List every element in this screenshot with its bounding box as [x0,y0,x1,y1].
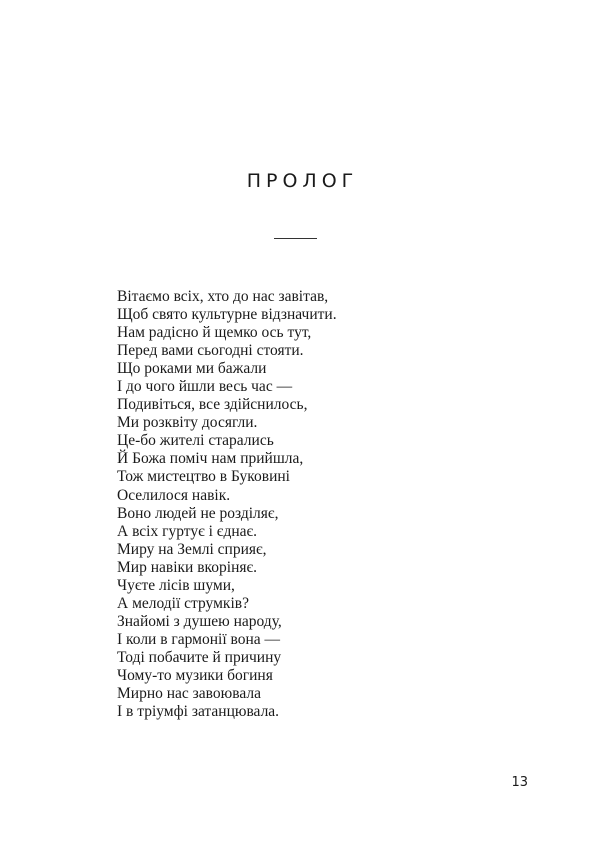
poem-line: Знайомі з душею народу, [117,612,282,630]
poem-text [117,288,537,721]
poem-line: Воно людей не розділяє, [117,504,279,522]
chapter-title: ПРОЛОГ [246,170,359,192]
poem-line: Ми розквіту досягли. [117,414,258,432]
title-divider [274,238,317,239]
poem-line: Й Божа поміч нам прийшла, [117,450,304,468]
page-number: 13 [511,775,528,790]
poem-line: І до чого йшли весь час — [117,378,293,396]
poem-line: Чуєте лісів шуми, [117,576,235,594]
poem-line: Вітаємо всіх, хто до нас завітав, [117,288,329,305]
poem-line: Тож мистецтво в Буковині [117,468,290,486]
poem-line: Нам радісно й щемко ось тут, [117,324,312,342]
poem-line: Перед вами сьогодні стояти. [117,342,304,360]
poem-line: І в тріумфі затанцювала. [117,703,280,721]
poem-line: А всіх гуртує і єднає. [117,522,258,540]
poem-line: І коли в гармонії вона — [117,630,281,648]
poem-line: А мелодії струмків? [117,594,249,612]
poem-line: Що роками ми бажали [117,360,267,378]
poem-line: Мирно нас завоювала [117,685,261,703]
poem-line: Тоді побачите й причину [117,648,282,666]
poem-line: Щоб свято культурне відзначити. [117,306,337,324]
poem-line: Мир навіки вкоріняє. [117,558,258,576]
poem-line: Подивіться, все здійснилось, [117,396,308,414]
poem-line: Миру на Землі сприяє, [117,540,267,558]
poem-line: Це-бо жителі старались [117,432,274,450]
poem-line: Оселилося навік. [117,486,231,504]
poem-line: Чому-то музики богиня [117,666,273,684]
